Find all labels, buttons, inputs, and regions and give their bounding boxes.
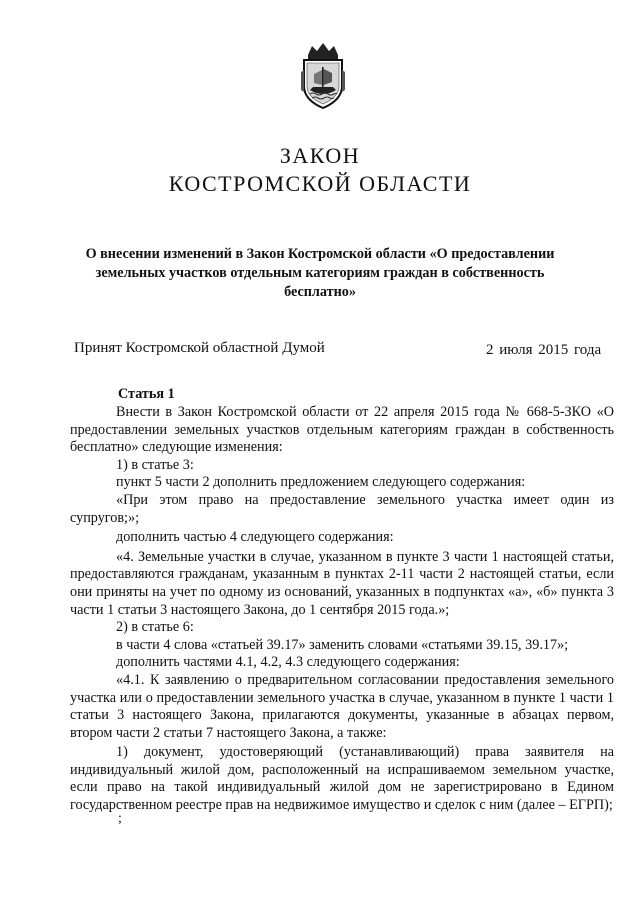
article-heading: Статья 1 bbox=[118, 386, 175, 402]
region-title: КОСТРОМСКОЙ ОБЛАСТИ bbox=[168, 171, 472, 196]
paragraph: дополнить частью 4 следующего содержания: bbox=[116, 529, 394, 546]
law-title: ЗАКОН bbox=[279, 143, 361, 168]
paragraph: пункт 5 части 2 дополнить предложением следующего содержания: bbox=[116, 474, 526, 491]
law-subject: О внесении изменений в Закон Костромской области «О предоставлении земельных участков отдельным категориям граждан в собственность бесплатно» bbox=[85, 246, 555, 300]
paragraph: 2) в статье 6: bbox=[116, 619, 194, 636]
paragraph: в части 4 слова «статьей 39.17» заменить словами «статьями 39.15, 39.17»; bbox=[116, 636, 569, 653]
paragraph: Внести в Закон Костромской области от 22 апреля 2015 года № 668-5-ЗКО «О предоставлении земельных участков отдельным категориям граждан в собственность бесплатно» следующие изменения: bbox=[70, 404, 614, 456]
page-mark: ; bbox=[118, 811, 122, 826]
paragraph: дополнить частями 4.1, 4.2, 4.3 следующего содержания: bbox=[116, 654, 460, 671]
paragraph: «4. Земельные участки в случае, указанном в пункте 3 части 1 настоящей статьи, предоставляются гражданам, указанным в пунктах 2-11 части 2 настоящей статьи, если они приняты на учет по одному из оснований, указанных в подпунктах «а», «б» пункта 3 части 1 статьи 3 настоящего Закона, до 1 сентября 2015 года.»; bbox=[70, 548, 614, 618]
coat-of-arms-icon bbox=[298, 42, 348, 110]
adopted-by: Принят Костромской областной Думой bbox=[74, 340, 325, 356]
paragraph: «4.1. К заявлению о предварительном согласовании предоставления земельного участка или о предоставлении земельного участка в случае, указанном в пункте 1 части 1 статьи 3 настоящего Закона, прилагаются документы, указанные в абзацах первом, втором части 2 статьи 7 настоящего Закона, а также: bbox=[70, 671, 614, 741]
paragraph: «При этом право на предоставление земельного участка имеет один из супругов;»; bbox=[70, 491, 614, 526]
article-body bbox=[70, 404, 614, 815]
paragraph: 1) документ, удостоверяющий (устанавливающий) права заявителя на индивидуальный жилой дом, расположенный на испрашиваемом земельном участке, если право на такой индивидуальный жилой дом не зарегистрировано в Едином государственном реестре прав на недвижимое имущество и сделок с ним (далее – ЕГРП); bbox=[70, 744, 614, 814]
adoption-date: 2 июля 2015 года bbox=[486, 342, 602, 358]
paragraph: 1) в статье 3: bbox=[116, 456, 194, 473]
